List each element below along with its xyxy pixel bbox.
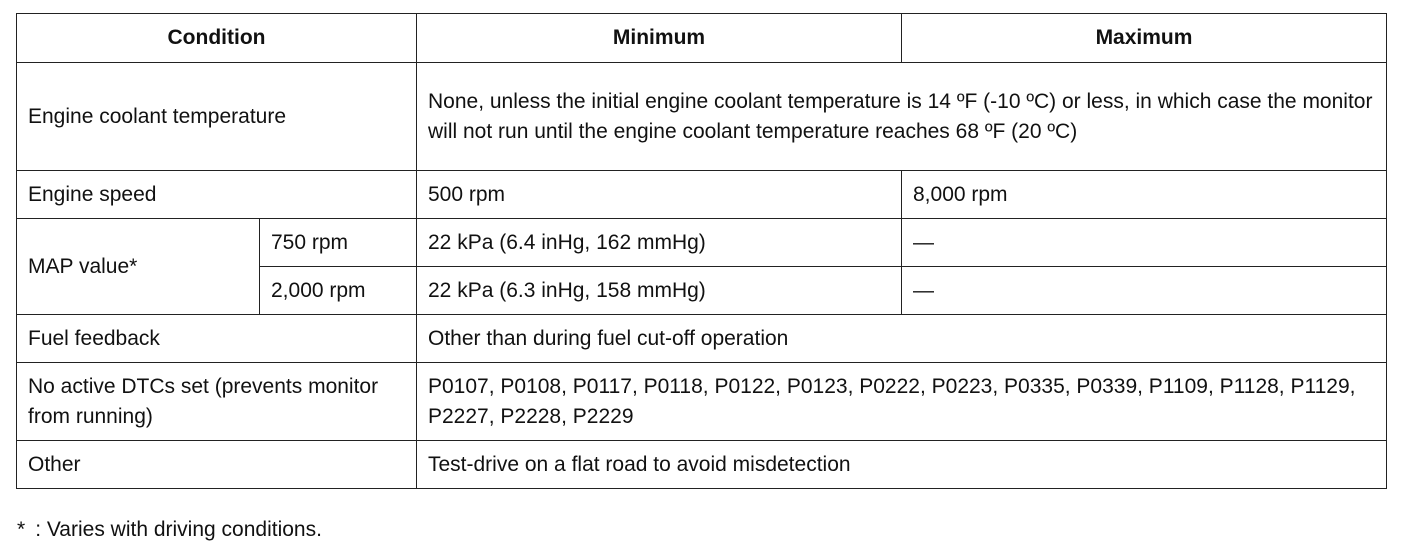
- map-2000-maximum: —: [902, 267, 1387, 315]
- table-row-map-750: [17, 219, 1387, 267]
- map-750-maximum: —: [902, 219, 1387, 267]
- footnote: [17, 516, 322, 544]
- coolant-value: None, unless the initial engine coolant temperature is 14 ºF (-10 ºC) or less, in which case the monitor will not run until the engine coolant temperature reaches 68 ºF (20 ºC): [417, 63, 1387, 171]
- fuel-label: Fuel feedback: [17, 315, 417, 363]
- header-maximum: Maximum: [902, 14, 1387, 63]
- table-row-speed: [17, 171, 1387, 219]
- header-condition: Condition: [17, 14, 417, 63]
- map-750-rpm: 750 rpm: [260, 219, 417, 267]
- header-minimum: Minimum: [417, 14, 902, 63]
- table-row-fuel: [17, 315, 1387, 363]
- enable-conditions-table: [16, 13, 1387, 489]
- other-label: Other: [17, 441, 417, 489]
- fuel-value: Other than during fuel cut-off operation: [417, 315, 1387, 363]
- map-label: MAP value*: [17, 219, 260, 315]
- dtc-label: No active DTCs set (prevents monitor from running): [17, 363, 417, 441]
- table-row-dtc: [17, 363, 1387, 441]
- header-row: [17, 14, 1387, 63]
- footnote-marker: *: [17, 518, 26, 541]
- footnote-text: : Varies with driving conditions.: [35, 518, 322, 541]
- map-2000-rpm: 2,000 rpm: [260, 267, 417, 315]
- dtc-value: P0107, P0108, P0117, P0118, P0122, P0123, P0222, P0223, P0335, P0339, P1109, P1128, P1129, P2227, P2228, P2229: [417, 363, 1387, 441]
- other-value: Test-drive on a flat road to avoid misdetection: [417, 441, 1387, 489]
- speed-maximum: 8,000 rpm: [902, 171, 1387, 219]
- table-row-coolant: [17, 63, 1387, 171]
- speed-minimum: 500 rpm: [417, 171, 902, 219]
- table-row-other: [17, 441, 1387, 489]
- speed-label: Engine speed: [17, 171, 417, 219]
- map-750-minimum: 22 kPa (6.4 inHg, 162 mmHg): [417, 219, 902, 267]
- map-2000-minimum: 22 kPa (6.3 inHg, 158 mmHg): [417, 267, 902, 315]
- coolant-label: Engine coolant temperature: [17, 63, 417, 171]
